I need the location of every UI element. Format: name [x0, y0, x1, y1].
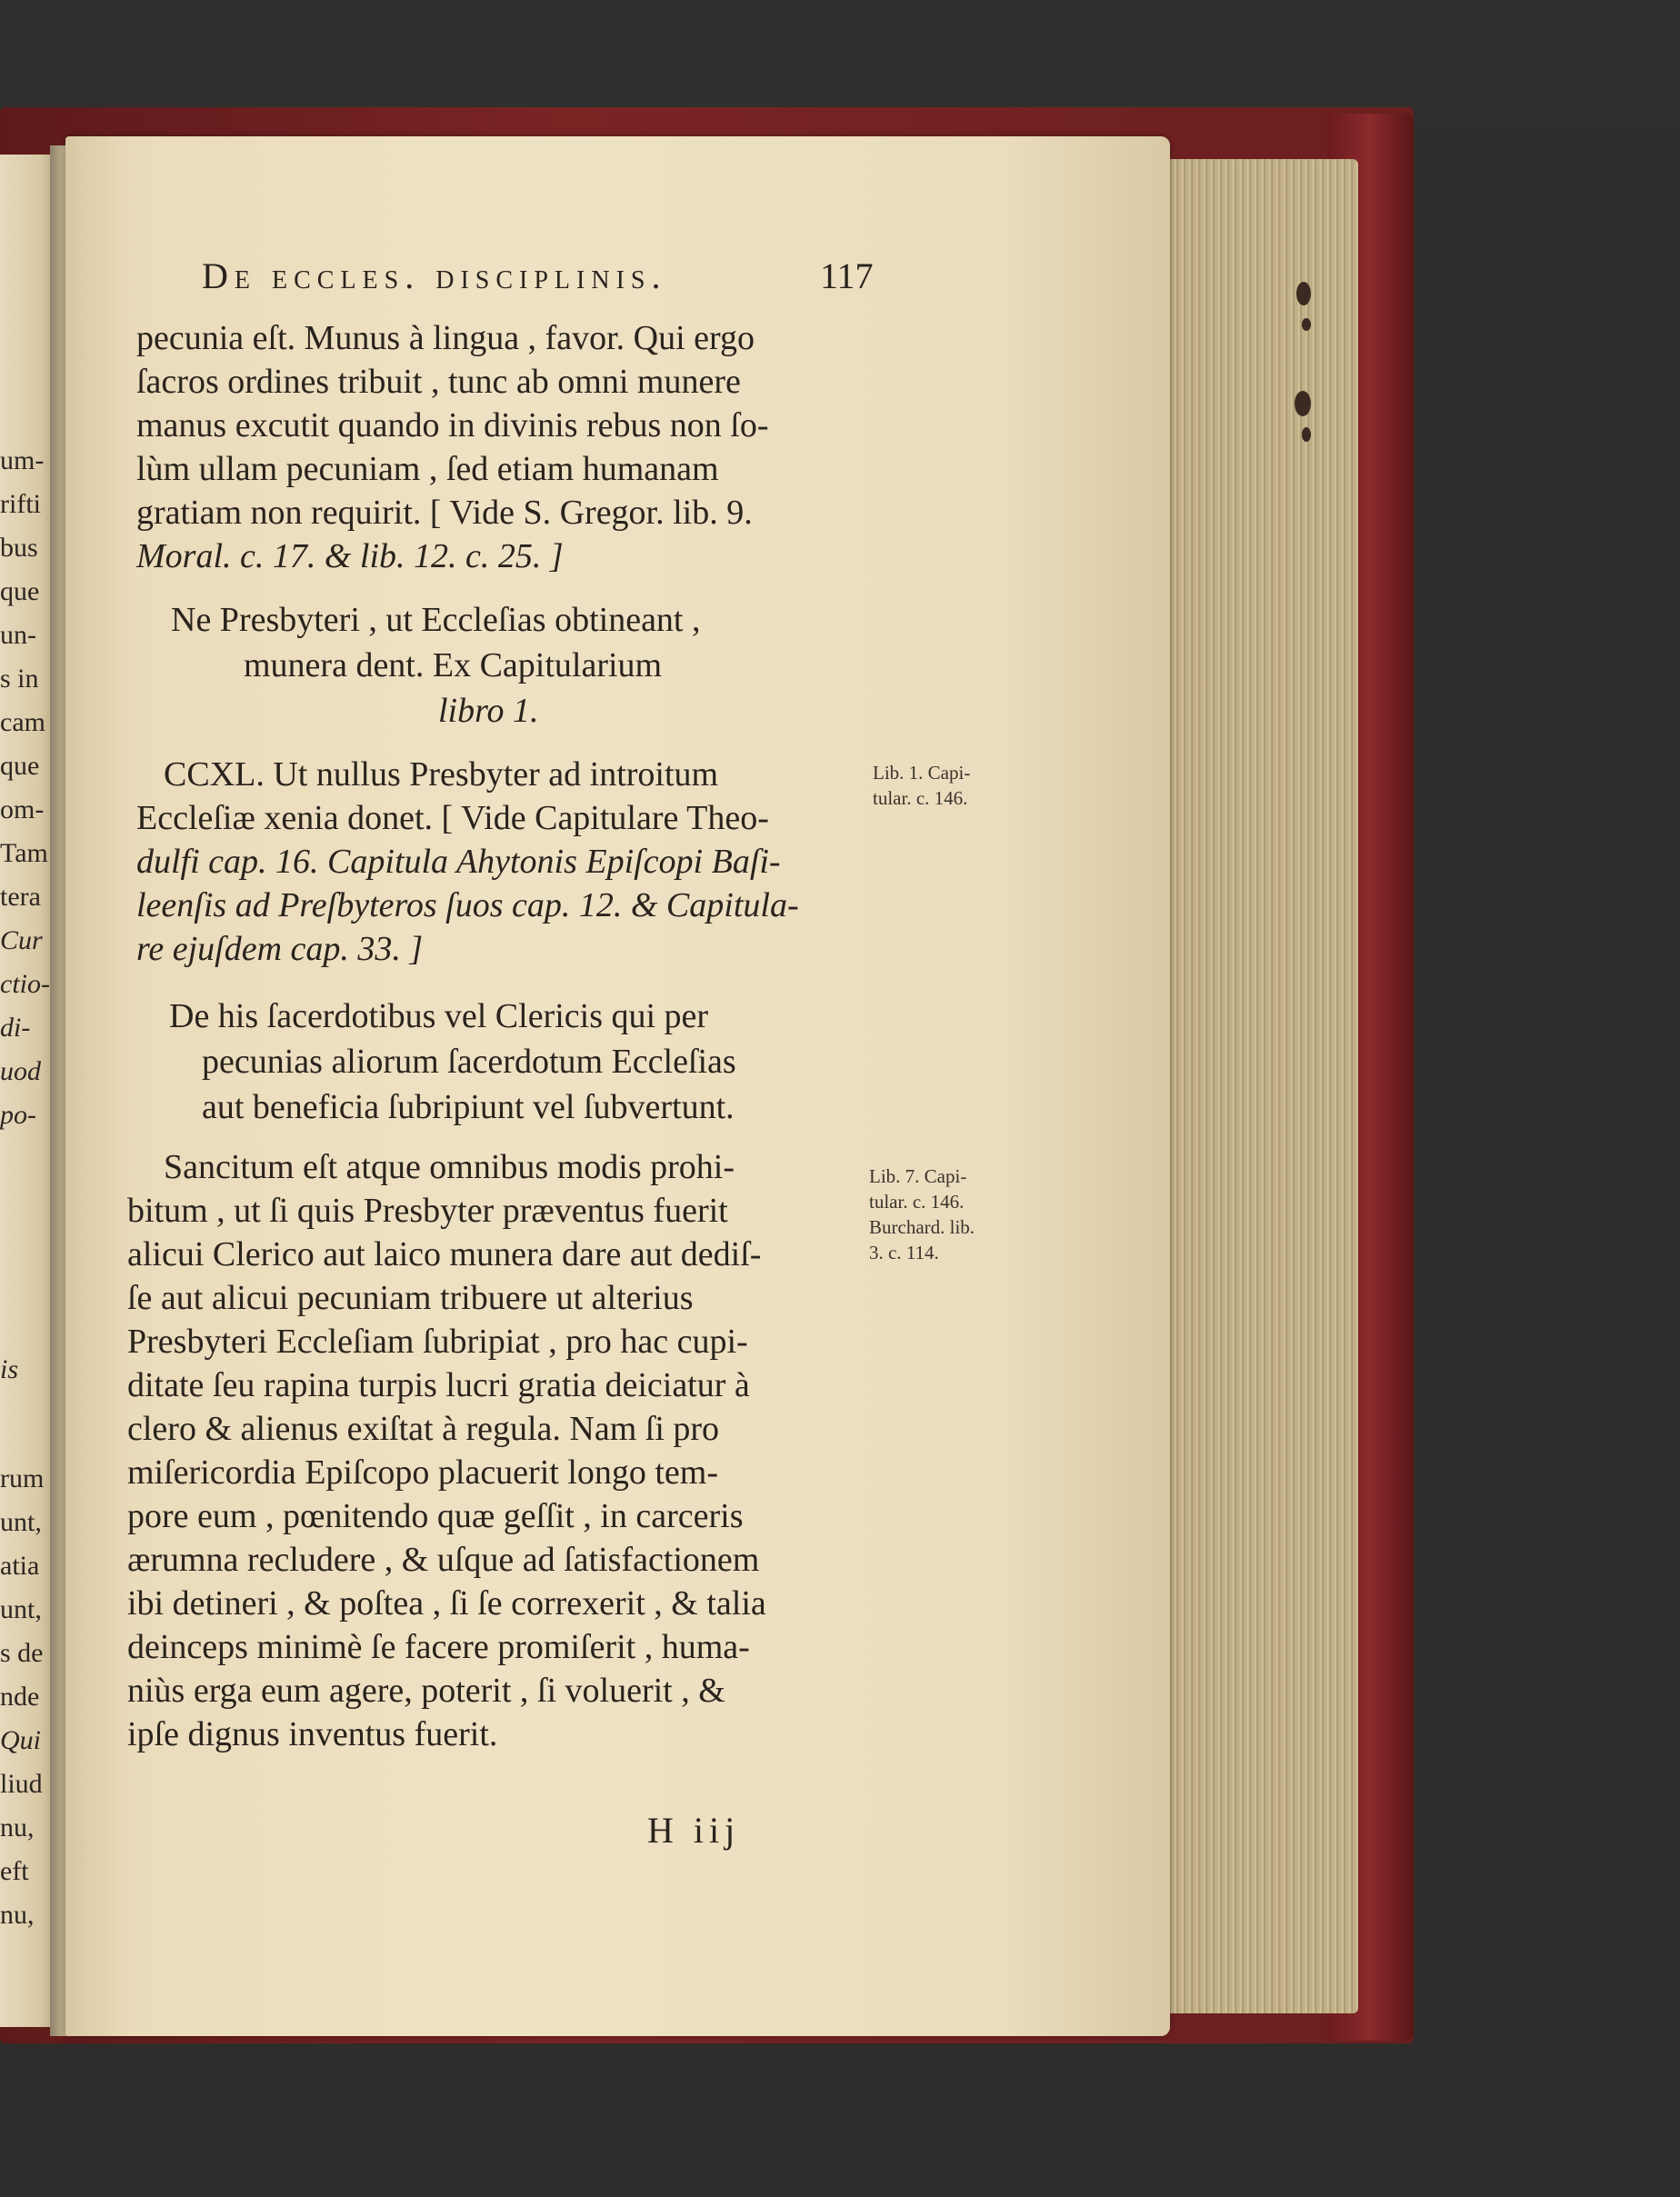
body-line: ſe aut alicui pecuniam tribuere ut alterius: [127, 1279, 694, 1317]
body-line: miſericordia Epiſcopo placuerit longo tem-: [127, 1453, 719, 1492]
left-fragment: di-: [0, 1013, 31, 1043]
body-line: manus excutit quando in divinis rebus non ſo-: [136, 406, 769, 444]
margin-note: tular. c. 146.: [873, 787, 968, 809]
left-fragment: Cur: [0, 925, 43, 955]
margin-note: 3. c. 114.: [869, 1242, 939, 1263]
left-fragment: s in: [0, 664, 39, 694]
left-fragment: Qui: [0, 1725, 41, 1755]
body-line: pecunia eſt. Munus à lingua , favor. Qui ergo: [136, 319, 755, 357]
body-line: re ejuſdem cap. 33. ]: [136, 930, 424, 968]
body-line: lùm ullam pecuniam , ſed etiam humanam: [136, 450, 719, 488]
left-fragment: po-: [0, 1100, 36, 1130]
left-fragment: is: [0, 1354, 19, 1384]
section-heading: munera dent. Ex Capitularium: [244, 646, 663, 684]
margin-note: tular. c. 146.: [869, 1191, 965, 1213]
left-fragment: un-: [0, 620, 36, 650]
signature-mark: H iij: [647, 1810, 741, 1851]
left-fragment: rifti: [0, 489, 41, 519]
left-fragment: unt,: [0, 1507, 42, 1537]
left-fragment: unt,: [0, 1594, 42, 1624]
left-fragment: nu,: [0, 1900, 35, 1930]
left-fragment: nu,: [0, 1813, 35, 1842]
left-fragment: rum: [0, 1463, 45, 1493]
body-line: niùs erga eum agere, poterit , ſi voluerit , &: [127, 1672, 725, 1710]
left-fragment: bus: [0, 533, 38, 563]
header-title: De eccles. disciplinis.: [202, 255, 667, 296]
running-header: [202, 255, 874, 297]
left-fragment: que: [0, 576, 40, 606]
body-line: ibi detineri , & poſtea , ſi ſe correxerit , & talia: [127, 1584, 766, 1623]
left-fragment: cam: [0, 707, 45, 737]
left-fragment: que: [0, 751, 40, 781]
body-line: CCXL. Ut nullus Presbyter ad introitum: [164, 755, 719, 794]
left-fragment: Tam: [0, 838, 48, 868]
body-line: Presbyteri Eccleſiam ſubripiat , pro hac cupi-: [127, 1323, 748, 1361]
body-line: Eccleſiæ xenia donet. [ Vide Capitulare Theo-: [136, 799, 769, 837]
margin-note: Burchard. lib.: [869, 1216, 975, 1238]
left-fragment: uod: [0, 1056, 41, 1086]
body-line: dulfi cap. 16. Capitula Ahytonis Epiſcopi Baſi-: [136, 843, 781, 881]
section-heading: libro 1.: [438, 692, 539, 730]
body-line: pore eum , pœnitendo quæ geſſit , in carceris: [127, 1497, 744, 1535]
body-line: leenſis ad Preſbyteros ſuos cap. 12. & Capitula-: [136, 886, 799, 924]
section-heading: De his ſacerdotibus vel Clericis qui per: [169, 997, 709, 1035]
section-heading: pecunias aliorum ſacerdotum Eccleſias: [202, 1043, 736, 1081]
body-line: deinceps minimè ſe facere promiſerit , huma-: [127, 1628, 750, 1666]
body-line: gratiam non requirit. [ Vide S. Gregor. lib. 9.: [136, 494, 753, 532]
body-line: ærumna recludere , & uſque ad ſatisfactionem: [127, 1541, 760, 1579]
margin-note: Lib. 7. Capi-: [869, 1165, 967, 1187]
left-fragment: liud: [0, 1769, 43, 1799]
page-number: 117: [820, 255, 874, 296]
left-fragment: s de: [0, 1638, 44, 1668]
body-line: clero & alienus exiſtat à regula. Nam ſi pro: [127, 1410, 720, 1448]
left-fragment: om-: [0, 794, 45, 824]
page-edges: [1165, 159, 1358, 2013]
left-fragment: tera: [0, 882, 41, 912]
left-fragment: eft: [0, 1856, 29, 1886]
body-line: ipſe dignus inventus fuerit.: [127, 1715, 498, 1753]
body-line: Sancitum eſt atque omnibus modis prohi-: [164, 1148, 735, 1186]
left-fragment: ctio-: [0, 969, 50, 999]
left-fragment: um-: [0, 445, 45, 475]
ink-stain: [1291, 282, 1318, 464]
body-line: ditate ſeu rapina turpis lucri gratia deiciatur à: [127, 1366, 750, 1404]
left-page: [0, 155, 56, 2027]
left-fragment: nde: [0, 1682, 40, 1712]
body-line: Moral. c. 17. & lib. 12. c. 25. ]: [136, 537, 564, 575]
body-line: bitum , ut ſi quis Presbyter præventus fuerit: [127, 1192, 728, 1230]
body-line: alicui Clerico aut laico munera dare aut dediſ-: [127, 1235, 762, 1273]
section-heading: Ne Presbyteri , ut Eccleſias obtineant ,: [171, 601, 701, 639]
body-line: ſacros ordines tribuit , tunc ab omni munere: [136, 363, 741, 401]
left-fragment: atia: [0, 1551, 40, 1581]
margin-note: Lib. 1. Capi-: [873, 762, 971, 784]
section-heading: aut beneficia ſubripiunt vel ſubvertunt.: [202, 1088, 735, 1126]
